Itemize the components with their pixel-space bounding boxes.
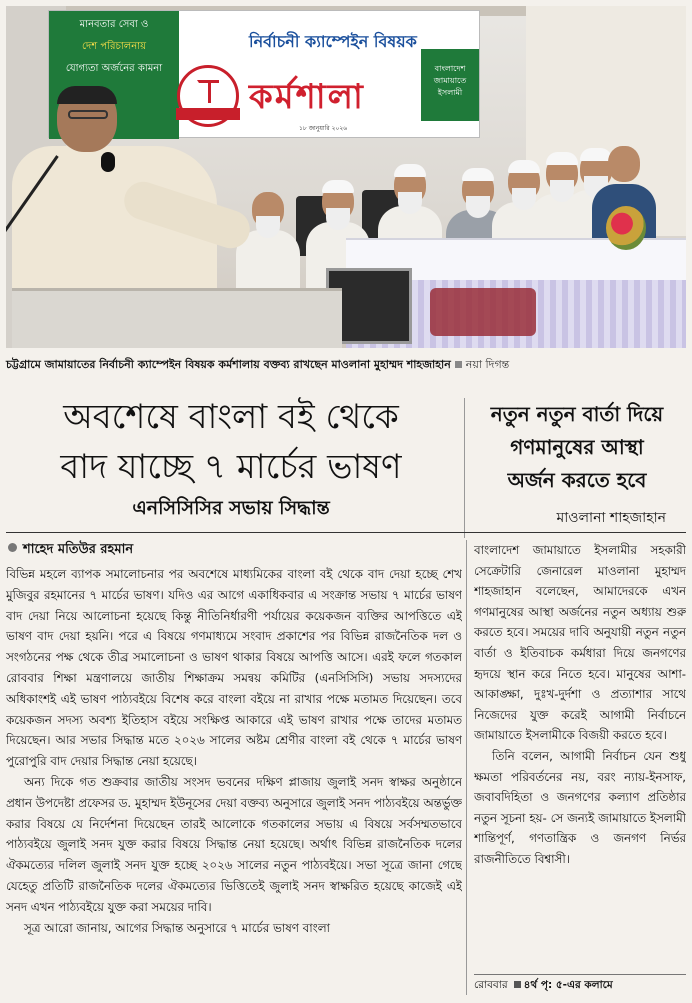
side-paragraph-1: বাংলাদেশ জামায়াতে ইসলামীর সহকারী সেক্রেটারি জেনারেল মাওলানা মুহাম্মদ শাহজাহান বলেছেন, আমাদেরকে এখন গণমানুষের আস্থা অর্জনের নতুন অধ্যায় শুরু করতে হবে। সময়ের দাবি অনুযায়ী নতুন নতুন বার্তা ও ইতিবাচক কর্মধারা দিয়ে জনগণের হৃদয়ে স্থান করে নিতে হবে। মানুষের আশা-আকাঙ্ক্ষা, দুঃখ-দুর্দশা ও প্রত্যাশার সাথে নিজেদের যুক্ত করেই আগামী নির্বাচনে জামায়াতে ইসলামীকে বিজয়ী করতে হবে।	[474, 543, 686, 743]
side-paragraph-2: তিনি বলেন, আগামী নির্বাচন যেন শুধু ক্ষমতা পরিবর্তনের নয়, বরং ন্যায়-ইনসাফ, জবাবদিহিতা ও জনগণের কল্যাণ প্রতিষ্ঠার নতুন সূচনা হয়- সে জন্যই জামায়াতে ইসলামী শান্তিপূর্ণ, গণতান্ত্রিক ও জনগণ নির্ভর রাজনীতিতে বিশ্বাসী।	[474, 748, 686, 866]
banner-left-line-2: দেশ পরিচালনায়	[81, 41, 147, 52]
gift-bags	[430, 288, 536, 336]
main-paragraph-1: বিভিন্ন মহলে ব্যাপক সমালোচনার পর অবশেষে মাধ্যমিকের বাংলা বই থেকে বাদ দেয়া হচ্ছে শেখ মুজিবুর রহমানের ৭ মার্চের ভাষণ। যদিও এর আগে একাধিকবার এ সংক্রান্ত সভায় ৭ মার্চের ভাষণ বাদ দেয়া নিয়ে আলোচনা হয়েছে কিন্তু নীতিনির্ধারণী পর্যায়ের কয়েকজন ব্যক্তির আপত্তিতে এই ভাষণ বাদ দেয়া হয়নি। পরে এ বিষয়ে গণমাধ্যমে সংবাদ প্রকাশের পর বিভিন্ন রাজনৈতিক দল ও সংগঠনের পক্ষ থেকে তীব্র সমালোচনা ও ভাষণ থাকার বিষয়ে আপত্তি আসে। এরই ফলে গতকাল রোববার শিক্ষা মন্ত্রণালয়ে জাতীয় শিক্ষাক্রম সমন্বয় কমিটির (এনসিসিসি) সভায় সদস্যদের অধিকাংশই এই ভাষণ পাঠ্যবইয়ে বিশেষ করে বাংলা বইয়ে না রাখার পক্ষে মতামত দিয়েছেন। তবে কয়েকজন সদস্য অবশ্য ইতিহাস বইয়ে সংক্ষিপ্ত আকারে এই ভাষণ রাখার পক্ষে তাদের মতামত দিয়েছেন। আর সভার সিদ্ধান্ত মতে ২০২৬ সালের অষ্টম শ্রেণীর বাংলা বই থেকে ৭ মার্চের ভাষণ পুরোপুরি বাদ দেয়ার সিদ্ধান্ত নেয়া হয়েছে।	[6, 567, 462, 769]
side-article-body	[474, 540, 686, 968]
side-headline	[468, 398, 686, 497]
section-rule	[6, 532, 686, 533]
banner-left-line-3: যোগ্যতা অর্জনের কামনা	[65, 63, 163, 74]
footer-day: রোববার	[474, 979, 508, 991]
main-subhead: এনসিসিসির সভায় সিদ্ধান্ত	[132, 497, 330, 519]
flower-bouquet-icon	[606, 206, 646, 250]
banner-date: ১৮ জানুয়ারি ২০২৬	[299, 125, 348, 132]
side-headline-line-2: গণমানুষের আস্থা	[510, 435, 644, 459]
byline-author: শাহেদ মতিউর রহমান	[23, 542, 134, 557]
banner-title-line-1: নির্বাচনী ক্যাম্পেইন বিষয়ক	[249, 32, 417, 51]
caption-credit: নয়া দিগন্ত	[465, 358, 510, 371]
main-headline-line-1: অবশেষে বাংলা বই থেকে	[63, 397, 399, 437]
news-photo	[6, 6, 686, 348]
side-headline-line-1: নতুন নতুন বার্তা দিয়ে	[490, 402, 664, 426]
banner-right-panel: বাংলাদেশ জামায়াতে ইসলামী	[421, 49, 479, 121]
column-divider	[466, 540, 467, 995]
banner-title-line-2: কর্মশালা	[249, 77, 365, 117]
main-paragraph-2: অন্য দিকে গত শুক্রবার জাতীয় সংসদ ভবনের দক্ষিণ প্লাজায় জুলাই সনদ স্বাক্ষর অনুষ্ঠানে প্রধান উপদেষ্টা প্রফেসর ড. মুহাম্মদ ইউনূসের দেয়া বক্তব্য অনুসারে জুলাই সনদ পাঠ্যবইয়ে অন্তর্ভুক্ত করার বিষয়ে যে নির্দেশনা দিয়েছেন তারই আলোকে গতকালের সভায় এ বিষয়ে সর্বসম্মতভাবে পাঠ্যবইয়ে জুলাই সনদ যুক্ত করার বিষয়ে সিদ্ধান্ত নেয়া হয়েছে। অর্থাৎ বিভিন্ন রাজনৈতিক দলের ঐকমত্যের দলিল জুলাই সনদ যুক্ত হচ্ছে ২০২৬ সালের নতুন পাঠ্যবইয়ে। সভা সূত্রে জানা গেছে যেহেতু প্রতিটি রাজনৈতিক দলের ঐকমত্যের ভিত্তিতেই জুলাই সনদ স্বাক্ষরিত হয়েছে কাজেই এই সনদ এখন পাঠ্যবইয়ে যুক্ত করা সময়ের দাবি।	[6, 774, 462, 914]
main-paragraph-3: সূত্র আরো জানায়, আগের সিদ্ধান্ত অনুসারে ৭ মার্চের ভাষণ বাংলা	[24, 920, 330, 935]
byline-dot-icon	[8, 543, 17, 552]
podium	[12, 288, 342, 348]
photo-caption	[6, 356, 686, 375]
headline-divider	[464, 398, 465, 538]
continue-link[interactable]: ৪র্থ পৃ: ৫-এর কলামে	[523, 979, 613, 991]
caption-square-icon	[455, 361, 462, 368]
banner-left-line-1: মানবতার সেবা ও	[79, 19, 149, 30]
byline	[8, 540, 133, 561]
main-headline	[6, 392, 456, 492]
footer-square-icon	[514, 981, 521, 988]
side-article-footer	[474, 974, 686, 995]
microphone-icon	[101, 152, 115, 172]
side-headline-line-3: অর্জন করতে হবে	[507, 468, 647, 492]
caption-text: চট্টগ্রামে জামায়াতের নির্বাচনী ক্যাম্পেইন বিষয়ক কর্মশালায় বক্তব্য রাখছেন মাওলানা মুহাম্মদ শাহজাহান	[6, 358, 451, 371]
main-headline-line-2: বাদ যাচ্ছে ৭ মার্চের ভাষণ	[60, 447, 402, 487]
side-author: মাওলানা শাহজাহান	[556, 510, 666, 526]
main-article-body	[6, 564, 462, 1003]
